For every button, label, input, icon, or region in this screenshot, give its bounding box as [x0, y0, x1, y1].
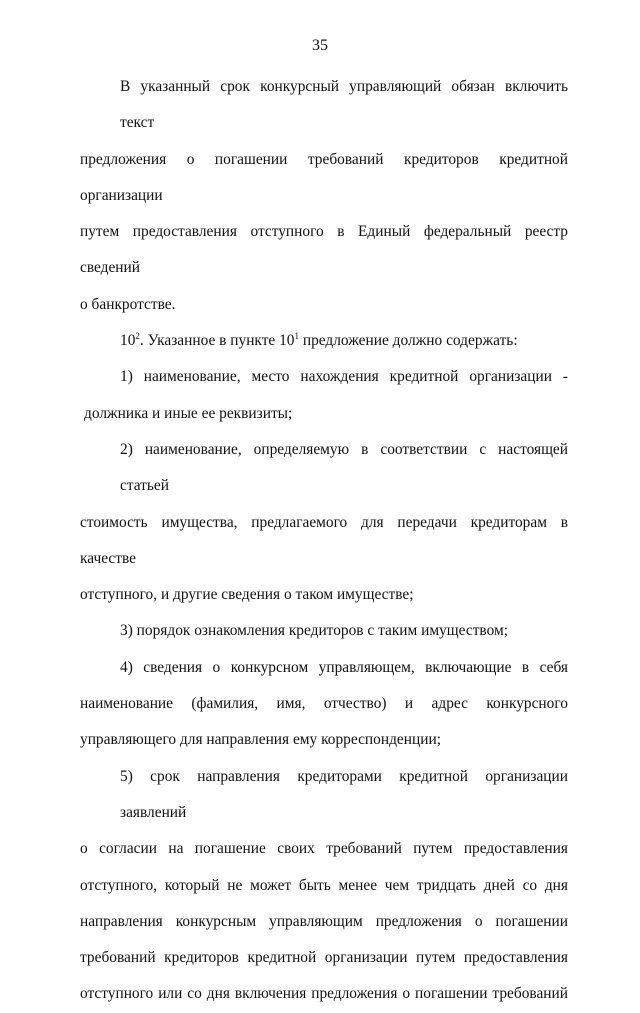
text-line: 1) наименование, место нахождения кредитной организации -	[120, 368, 568, 386]
text-line: 4) сведения о конкурсном управляющем, включающие в себя	[120, 658, 568, 676]
paragraph-10-2	[80, 323, 568, 359]
text-line: о согласии на погашение своих требований путем предоставления	[80, 840, 568, 858]
text-line: управляющего для направления ему корреспонденции;	[80, 731, 441, 749]
list-item-1	[80, 359, 568, 432]
paragraph-1	[80, 69, 568, 323]
clause-text-part: предложение должно содержать:	[299, 332, 518, 350]
list-item-4	[80, 650, 568, 759]
text-line: отступного, который не может быть менее чем тридцать дней со дня	[80, 876, 568, 894]
text-line: предложения о погашении требований кредиторов кредитной организации	[80, 150, 568, 204]
clause-number: 10	[120, 332, 136, 350]
text-line: стоимость имущества, предлагаемого для передачи кредиторам в качестве	[80, 513, 568, 567]
list-item-2	[80, 432, 568, 613]
text-line: направления конкурсным управляющим предложения о погашении	[80, 912, 568, 930]
text-line: требований кредиторов кредитной организации путем предоставления	[80, 949, 568, 967]
list-item-3	[80, 613, 568, 649]
text-line: 3) порядок ознакомления кредиторов с таким имуществом;	[120, 622, 509, 640]
text-line: отступного, и другие сведения о таком имуществе;	[80, 586, 414, 604]
clause-number-superscript: 2	[135, 330, 140, 341]
list-item-5	[80, 759, 568, 1013]
reference-superscript: 1	[294, 330, 300, 341]
page-number: 35	[312, 37, 328, 54]
text-line: о банкротстве.	[80, 295, 176, 313]
document-body	[80, 69, 568, 1013]
text-line: путем предоставления отступного в Единый федеральный реестр сведений	[80, 223, 568, 277]
text-line	[80, 323, 568, 359]
text-line: отступного или со дня включения предложения о погашении требований	[80, 985, 568, 1003]
text-line: наименование (фамилия, имя, отчество) и адрес конкурсного	[80, 695, 568, 713]
text-line: 2) наименование, определяемую в соответствии с настоящей статьей	[120, 440, 568, 495]
text-line: 5) срок направления кредиторами кредитной организации заявлений	[120, 767, 568, 821]
text-line: В указанный срок конкурсный управляющий обязан включить текст	[120, 78, 568, 132]
text-line: должника и иные ее реквизиты;	[84, 404, 293, 422]
clause-text-part: . Указанное в пункте 10	[139, 332, 295, 350]
